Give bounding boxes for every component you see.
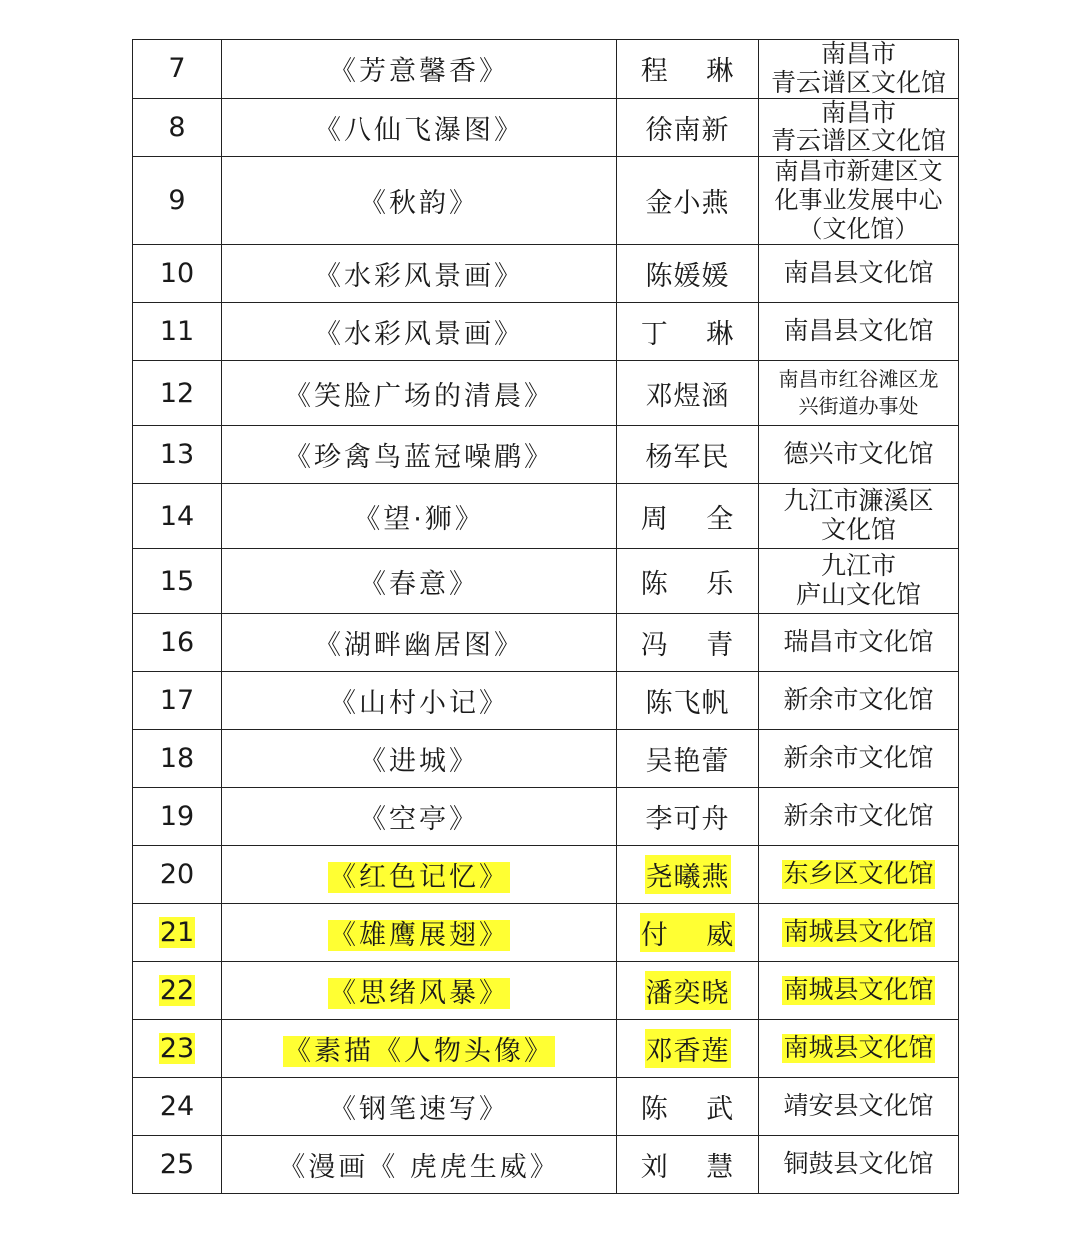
organization-text: 南城县文化馆 (783, 917, 934, 947)
author-name-cell (617, 846, 759, 904)
organization-cell (759, 730, 959, 788)
author-name-text: 邓煜涵 (645, 380, 730, 412)
row-number-text: 24 (159, 1091, 195, 1122)
organization-text: 新余市文化馆 (783, 743, 934, 773)
artwork-title-cell (222, 730, 617, 788)
organization-cell (759, 614, 959, 672)
artwork-title-cell (222, 484, 617, 549)
table-row (133, 846, 959, 904)
organization-cell (759, 426, 959, 484)
row-number-cell (133, 846, 222, 904)
artwork-title-cell (222, 614, 617, 672)
table-row (133, 1020, 959, 1078)
row-number-cell (133, 245, 222, 303)
table-row (133, 788, 959, 846)
organization-text: 九江市濂溪区 文化馆 (783, 486, 934, 544)
author-name-text: 潘奕晓 (645, 971, 731, 1010)
row-number-cell (133, 614, 222, 672)
row-number-text: 10 (159, 258, 195, 289)
table-row (133, 1136, 959, 1194)
artwork-title-cell (222, 1136, 617, 1194)
artwork-title-text: 《望·狮》 (353, 503, 485, 535)
author-name-text: 杨军民 (645, 442, 730, 473)
table-row (133, 98, 959, 157)
author-name-cell (617, 672, 759, 730)
author-name-text: 徐南新 (645, 114, 730, 146)
author-name-cell (617, 904, 759, 962)
artwork-title-cell (222, 846, 617, 904)
artwork-title-text: 《素描《人物头像》 (284, 1036, 554, 1067)
organization-text: 南昌市 青云谱区文化馆 (770, 98, 946, 156)
author-name-cell (617, 962, 759, 1020)
artwork-title-text: 《思绪风暴》 (329, 978, 509, 1009)
artwork-title-cell (222, 426, 617, 484)
author-name-cell (617, 549, 759, 614)
row-number-cell (133, 1078, 222, 1136)
row-number-cell (133, 157, 222, 245)
author-name-text: 李可舟 (645, 804, 730, 835)
author-name-cell (617, 484, 759, 549)
author-name-text: 付 威 (640, 913, 736, 952)
table-row (133, 904, 959, 962)
table-row (133, 484, 959, 549)
organization-text: 南昌市新建区文 化事业发展中心 （文化馆） (774, 157, 943, 243)
artwork-title-text: 《山村小记》 (329, 688, 509, 719)
organization-text: 南昌市 青云谱区文化馆 (770, 39, 946, 97)
organization-text: 瑞昌市文化馆 (783, 627, 934, 657)
artwork-title-cell (222, 672, 617, 730)
artwork-title-text: 《钢笔速写》 (329, 1094, 509, 1125)
author-name-cell (617, 361, 759, 426)
artwork-title-text: 《进城》 (359, 746, 479, 777)
author-name-text: 尧曦燕 (645, 855, 731, 894)
artwork-title-cell (222, 98, 617, 157)
artwork-title-text: 《珍禽鸟蓝冠噪鹛》 (284, 442, 554, 473)
table-row (133, 157, 959, 245)
artwork-title-cell (222, 1020, 617, 1078)
table-row (133, 245, 959, 303)
organization-text: 南昌县文化馆 (783, 316, 934, 346)
artwork-title-text: 《水彩风景画》 (314, 261, 524, 292)
artwork-title-text: 《八仙飞瀑图》 (314, 114, 524, 146)
artwork-title-text: 《秋韵》 (359, 188, 479, 219)
table-row (133, 426, 959, 484)
organization-cell (759, 672, 959, 730)
artwork-title-text: 《春意》 (359, 568, 479, 600)
organization-text: 南昌市红谷滩区龙 兴街道办事处 (778, 367, 939, 418)
author-name-text: 程 琳 (640, 56, 735, 88)
organization-cell (759, 962, 959, 1020)
row-number-text: 18 (159, 743, 195, 774)
author-name-cell (617, 614, 759, 672)
author-name-cell (617, 40, 759, 99)
author-name-cell (617, 788, 759, 846)
row-number-text: 14 (159, 500, 195, 532)
organization-cell (759, 549, 959, 614)
row-number-text: 16 (159, 627, 195, 658)
award-list-table (132, 39, 959, 1194)
row-number-cell (133, 672, 222, 730)
organization-text: 靖安县文化馆 (783, 1091, 934, 1121)
row-number-cell (133, 98, 222, 157)
author-name-text: 冯 青 (640, 630, 735, 661)
author-name-text: 金小燕 (645, 188, 730, 219)
author-name-cell (617, 1136, 759, 1194)
row-number-cell (133, 549, 222, 614)
row-number-text: 21 (159, 917, 195, 948)
organization-cell (759, 904, 959, 962)
table-row (133, 730, 959, 788)
row-number-text: 8 (168, 111, 186, 143)
row-number-cell (133, 303, 222, 361)
row-number-cell (133, 730, 222, 788)
row-number-text: 22 (159, 975, 195, 1006)
author-name-cell (617, 245, 759, 303)
table-row (133, 962, 959, 1020)
table-row (133, 1078, 959, 1136)
row-number-text: 25 (159, 1149, 195, 1180)
row-number-cell (133, 40, 222, 99)
organization-cell (759, 846, 959, 904)
table-row (133, 361, 959, 426)
table-row (133, 303, 959, 361)
row-number-text: 23 (159, 1033, 195, 1064)
row-number-cell (133, 426, 222, 484)
organization-cell (759, 245, 959, 303)
artwork-title-cell (222, 549, 617, 614)
organization-cell (759, 1078, 959, 1136)
author-name-text: 邓香莲 (645, 1029, 731, 1068)
artwork-title-cell (222, 361, 617, 426)
organization-cell (759, 1020, 959, 1078)
artwork-title-cell (222, 303, 617, 361)
organization-text: 南城县文化馆 (783, 975, 934, 1005)
artwork-title-text: 《水彩风景画》 (314, 319, 524, 350)
artwork-title-text: 《空亭》 (359, 804, 479, 835)
author-name-cell (617, 730, 759, 788)
artwork-title-cell (222, 40, 617, 99)
table-row (133, 672, 959, 730)
author-name-text: 陈 乐 (640, 568, 735, 600)
author-name-cell (617, 426, 759, 484)
organization-text: 南昌县文化馆 (783, 258, 934, 288)
artwork-title-text: 《红色记忆》 (329, 862, 509, 893)
artwork-title-cell (222, 157, 617, 245)
author-name-text: 陈飞帆 (645, 688, 730, 719)
artwork-title-text: 《湖畔幽居图》 (314, 630, 524, 661)
organization-cell (759, 484, 959, 549)
author-name-text: 陈 武 (640, 1094, 735, 1125)
row-number-text: 15 (159, 565, 195, 597)
artwork-title-cell (222, 788, 617, 846)
author-name-text: 吴艳蕾 (645, 746, 730, 777)
artwork-title-text: 《雄鹰展翅》 (329, 920, 509, 951)
author-name-text: 丁 琳 (640, 319, 735, 350)
organization-cell (759, 157, 959, 245)
table-row (133, 549, 959, 614)
row-number-text: 12 (159, 377, 195, 409)
row-number-cell (133, 904, 222, 962)
organization-text: 铜鼓县文化馆 (783, 1149, 934, 1179)
organization-text: 新余市文化馆 (783, 801, 934, 831)
row-number-cell (133, 788, 222, 846)
author-name-cell (617, 303, 759, 361)
row-number-cell (133, 361, 222, 426)
table-body (133, 40, 959, 1194)
artwork-title-cell (222, 1078, 617, 1136)
artwork-title-cell (222, 245, 617, 303)
organization-cell (759, 1136, 959, 1194)
row-number-text: 9 (168, 185, 186, 216)
author-name-text: 陈媛媛 (645, 261, 730, 292)
organization-cell (759, 788, 959, 846)
author-name-cell (617, 1020, 759, 1078)
table-row (133, 40, 959, 99)
author-name-text: 周 全 (640, 503, 735, 535)
row-number-text: 13 (159, 439, 195, 470)
row-number-cell (133, 962, 222, 1020)
organization-cell (759, 361, 959, 426)
artwork-title-text: 《芳意馨香》 (329, 56, 509, 88)
row-number-cell (133, 484, 222, 549)
organization-text: 德兴市文化馆 (783, 439, 934, 469)
author-name-cell (617, 1078, 759, 1136)
organization-text: 东乡区文化馆 (783, 859, 934, 889)
artwork-title-text: 《漫画《 虎虎生威》 (278, 1152, 560, 1183)
row-number-cell (133, 1020, 222, 1078)
organization-text: 新余市文化馆 (783, 685, 934, 715)
artwork-title-text: 《笑脸广场的清晨》 (284, 380, 554, 412)
author-name-text: 刘 慧 (640, 1152, 735, 1183)
organization-text: 南城县文化馆 (783, 1033, 934, 1063)
author-name-cell (617, 157, 759, 245)
organization-cell (759, 303, 959, 361)
row-number-text: 20 (159, 859, 195, 890)
organization-text: 九江市 庐山文化馆 (795, 551, 921, 609)
row-number-text: 11 (159, 316, 195, 347)
row-number-text: 7 (168, 53, 186, 85)
row-number-text: 19 (159, 801, 195, 832)
artwork-title-cell (222, 962, 617, 1020)
row-number-cell (133, 1136, 222, 1194)
organization-cell (759, 40, 959, 99)
table-row (133, 614, 959, 672)
row-number-text: 17 (159, 685, 195, 716)
organization-cell (759, 98, 959, 157)
artwork-title-cell (222, 904, 617, 962)
author-name-cell (617, 98, 759, 157)
